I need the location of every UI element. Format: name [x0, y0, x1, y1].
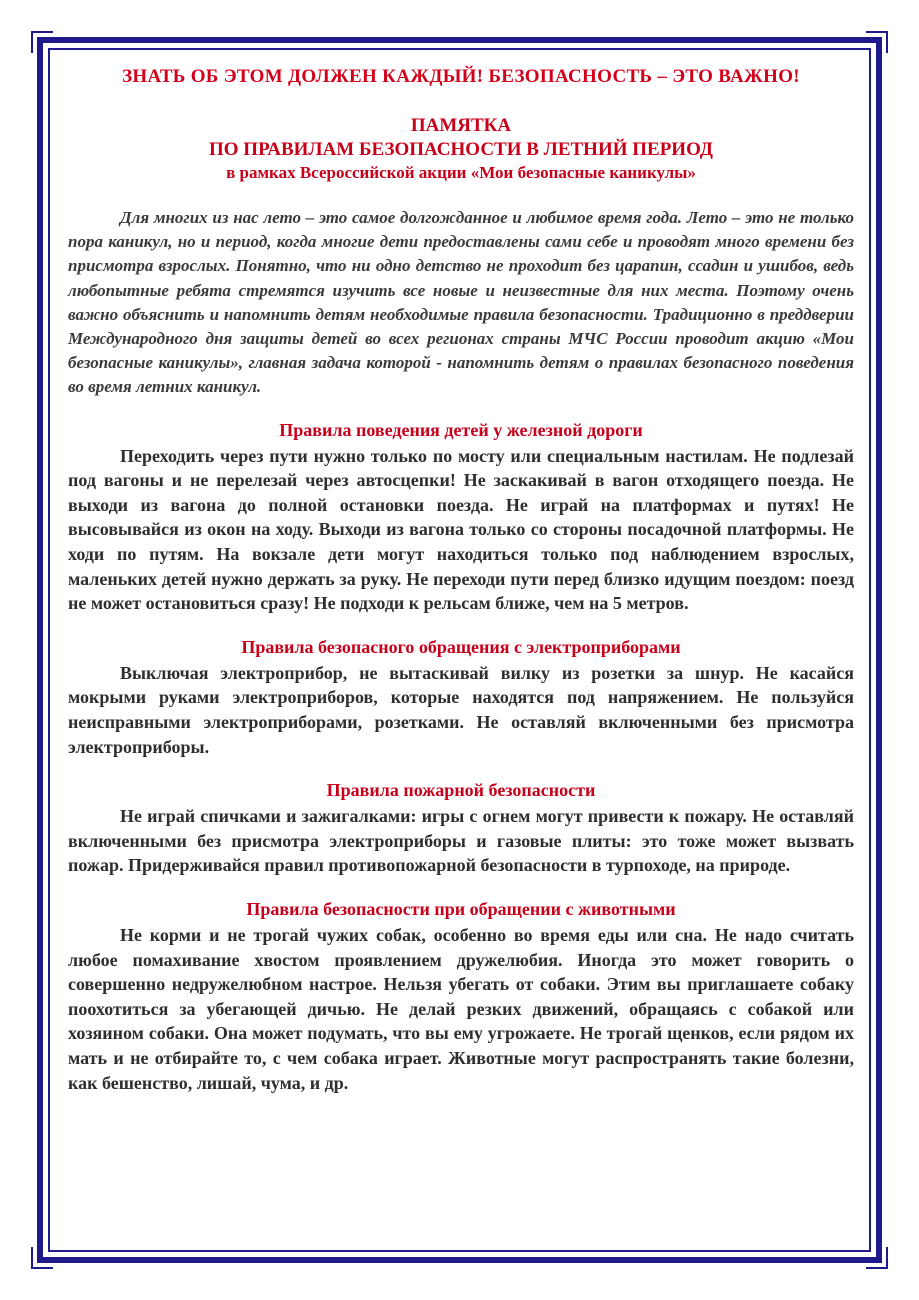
- warning-banner: ЗНАТЬ ОБ ЭТОМ ДОЛЖЕН КАЖДЫЙ! БЕЗОПАСНОСТЬ – ЭТО ВАЖНО!: [122, 66, 800, 87]
- section-fire: [68, 778, 854, 878]
- section-body: Не играй спичками и зажигалками: игры с огнем могут привести к пожару. Не оставляй включенными без присмотра электроприборы и газовые плиты: это тоже может вызвать пожар. Придерживайся правил противопожарной безопасности в турпоходе, на природе.: [68, 806, 854, 876]
- section-heading: Правила безопасности при обращении с животными: [246, 898, 676, 919]
- section-railway: [68, 418, 854, 616]
- corner-ornament-top-right: [866, 31, 888, 53]
- title-block: [68, 114, 854, 184]
- intro-paragraph: Для многих из нас лето – это самое долгожданное и любимое время года. Лето – это не только пора каникул, но и период, когда многие дети предоставлены сами себе и проводят много времени без присмотра взрослых. Понятно, что ни одно детство не проходит без царапин, ссадин и ушибов, ведь любопытные ребята стремятся изучить все новые и неизвестные для них места. Поэтому очень важно объяснить и напомнить детям необходимые правила безопасности. Традиционно в преддверии Международного дня защиты детей во всех регионах страны МЧС России проводит акцию «Мои безопасные каникулы», главная задача которой - напомнить детям о правилах безопасного поведения во время летних каникул.: [68, 208, 854, 397]
- section-heading: Правила пожарной безопасности: [326, 780, 596, 801]
- section-body: Переходить через пути нужно только по мосту или специальным настилам. Не подлезай под вагоны и не перелезай через автосцепки! Не заскакивай в вагон отходящего поезда. Не выходи из вагона до полной остановки поезда. Не играй на платформах и путях! Не высовывайся из окон на ходу. Выходи из вагона только со стороны посадочной платформы. Не ходи по путям. На вокзале дети могут находиться только под наблюдением взрослых, маленьких детей нужно держать за руку. Не переходи пути перед близко идущим поездом: поезд не может остановиться сразу! Не подходи к рельсам ближе, чем на 5 метров.: [68, 445, 854, 614]
- section-electrical: [68, 635, 854, 759]
- title-subject: ПО ПРАВИЛАМ БЕЗОПАСНОСТИ В ЛЕТНИЙ ПЕРИОД: [208, 139, 713, 160]
- title-memo: ПАМЯТКА: [410, 115, 512, 136]
- corner-ornament-top-left: [31, 31, 53, 53]
- corner-ornament-bottom-right: [866, 1247, 888, 1269]
- document-content: [68, 66, 854, 1114]
- section-heading: Правила безопасного обращения с электроприборами: [241, 636, 681, 657]
- corner-ornament-bottom-left: [31, 1247, 53, 1269]
- section-animals: [68, 897, 854, 1095]
- section-body: Не корми и не трогай чужих собак, особенно во время еды или сна. Не надо считать любое помахивание хвостом проявлением дружелюбия. Иногда это может говорить о совершенно недружелюбном настрое. Нельзя убегать от собаки. Этим вы приглашаете собаку поохотиться за убегающей дичью. Не делай резких движений, обращаясь с собакой или хозяином собаки. Она может подумать, что вы ему угрожаете. Не трогай щенков, если рядом их мать и не отбирайте то, с чем собака играет. Животные могут распространять такие болезни, как бешенство, лишай, чума, и др.: [68, 924, 854, 1093]
- title-campaign: в рамках Всероссийской акции «Мои безопасные каникулы»: [226, 163, 696, 182]
- section-heading: Правила поведения детей у железной дороги: [279, 419, 643, 440]
- section-body: Выключая электроприбор, не вытаскивай вилку из розетки за шнур. Не касайся мокрыми руками электроприборов, которые находятся под напряжением. Не пользуйся неисправными электроприборами, розетками. Не оставляй включенными без присмотра электроприборы.: [68, 662, 854, 757]
